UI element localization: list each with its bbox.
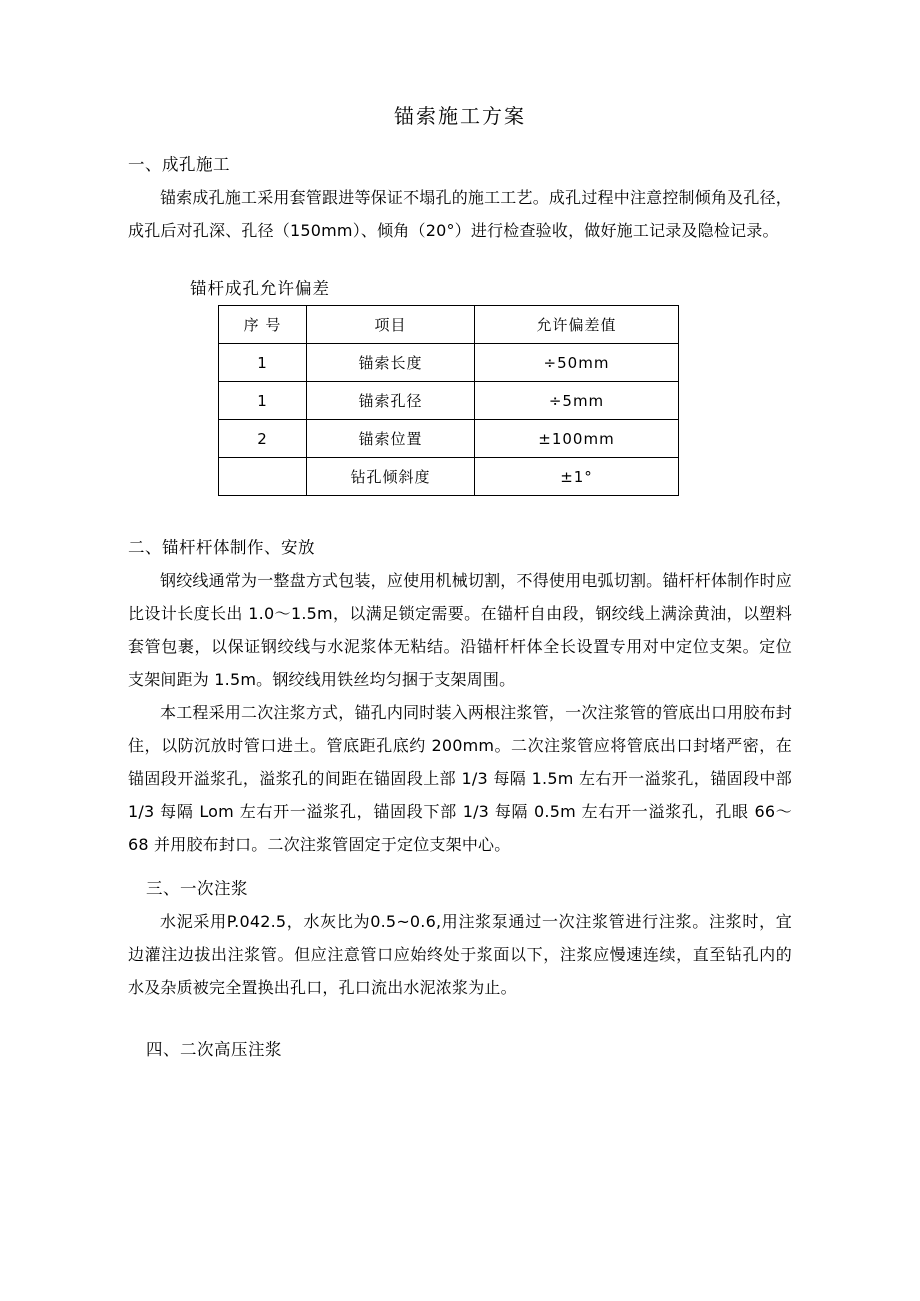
table-row <box>219 344 679 382</box>
table-cell-tolerance: ÷50mm <box>475 344 679 382</box>
section-3-paragraph-1: 水泥采用P.042.5，水灰比为0.5~0.6,用注浆泵通过一次注浆管进行注浆。注浆时，宜边灌注边拔出注浆管。但应注意管口应始终处于浆面以下，注浆应慢速连续，直至钻孔内的水及杂质被完全置换出孔口，孔口流出水泥浓浆为止。 <box>128 912 792 997</box>
table-row <box>219 458 679 496</box>
table-cell-item: 锚索长度 <box>307 344 475 382</box>
table-cell-tolerance: ±100mm <box>475 420 679 458</box>
section-heading-1: 一、成孔施工 <box>128 155 230 174</box>
table-cell-no: 2 <box>219 420 307 458</box>
page-title: 锚索施工方案 <box>394 104 526 128</box>
table-header-row <box>219 306 679 344</box>
table-cell-item: 锚索位置 <box>307 420 475 458</box>
table-cell-item: 钻孔倾斜度 <box>307 458 475 496</box>
table-cell-no: 1 <box>219 344 307 382</box>
table-cell-tolerance: ÷5mm <box>475 382 679 420</box>
table-row <box>219 420 679 458</box>
table-row <box>219 382 679 420</box>
section-heading-4: 四、二次高压注浆 <box>146 1040 282 1059</box>
table-header-cell-1: 项目 <box>307 306 475 344</box>
table-cell-no <box>219 458 307 496</box>
section-1-paragraph-1: 锚索成孔施工采用套管跟进等保证不塌孔的施工工艺。成孔过程中注意控制倾角及孔径，成孔后对孔深、孔径（150mm）、倾角（20°）进行检查验收，做好施工记录及隐检记录。 <box>128 188 792 240</box>
table-cell-item: 锚索孔径 <box>307 382 475 420</box>
table-header-cell-0: 序 号 <box>219 306 307 344</box>
tolerance-table <box>218 305 679 496</box>
section-2-paragraph-1: 钢绞线通常为一整盘方式包装，应使用机械切割，不得使用电弧切割。锚杆杆体制作时应比设计长度长出 1.0～1.5m，以满足锁定需要。在锚杆自由段，钢绞线上满涂黄油，以塑料套管包裹，以保证钢绞线与水泥浆体无粘结。沿锚杆杆体全长设置专用对中定位支架。定位支架间距为 1.5m。钢绞线用铁丝均匀捆于支架周围。 <box>128 571 792 689</box>
section-2-paragraph-2: 本工程采用二次注浆方式，锚孔内同时装入两根注浆管，一次注浆管的管底出口用胶布封住，以防沉放时管口进土。管底距孔底约 200mm。二次注浆管应将管底出口封堵严密，在锚固段开溢浆孔，溢浆孔的间距在锚固段上部 1/3 每隔 1.5m 左右开一溢浆孔，锚固段中部 1/3 每隔 Lom 左右开一溢浆孔，锚固段下部 1/3 每隔 0.5m 左右开一溢浆孔，孔眼 66～68 并用胶布封口。二次注浆管固定于定位支架中心。 <box>128 703 792 854</box>
section-heading-2: 二、锚杆杆体制作、安放 <box>128 538 315 557</box>
table-header-cell-2: 允许偏差值 <box>475 306 679 344</box>
table-cell-no: 1 <box>219 382 307 420</box>
table-cell-tolerance: ±1° <box>475 458 679 496</box>
section-heading-3: 三、一次注浆 <box>146 879 248 898</box>
table-caption: 锚杆成孔允许偏差 <box>190 279 330 298</box>
